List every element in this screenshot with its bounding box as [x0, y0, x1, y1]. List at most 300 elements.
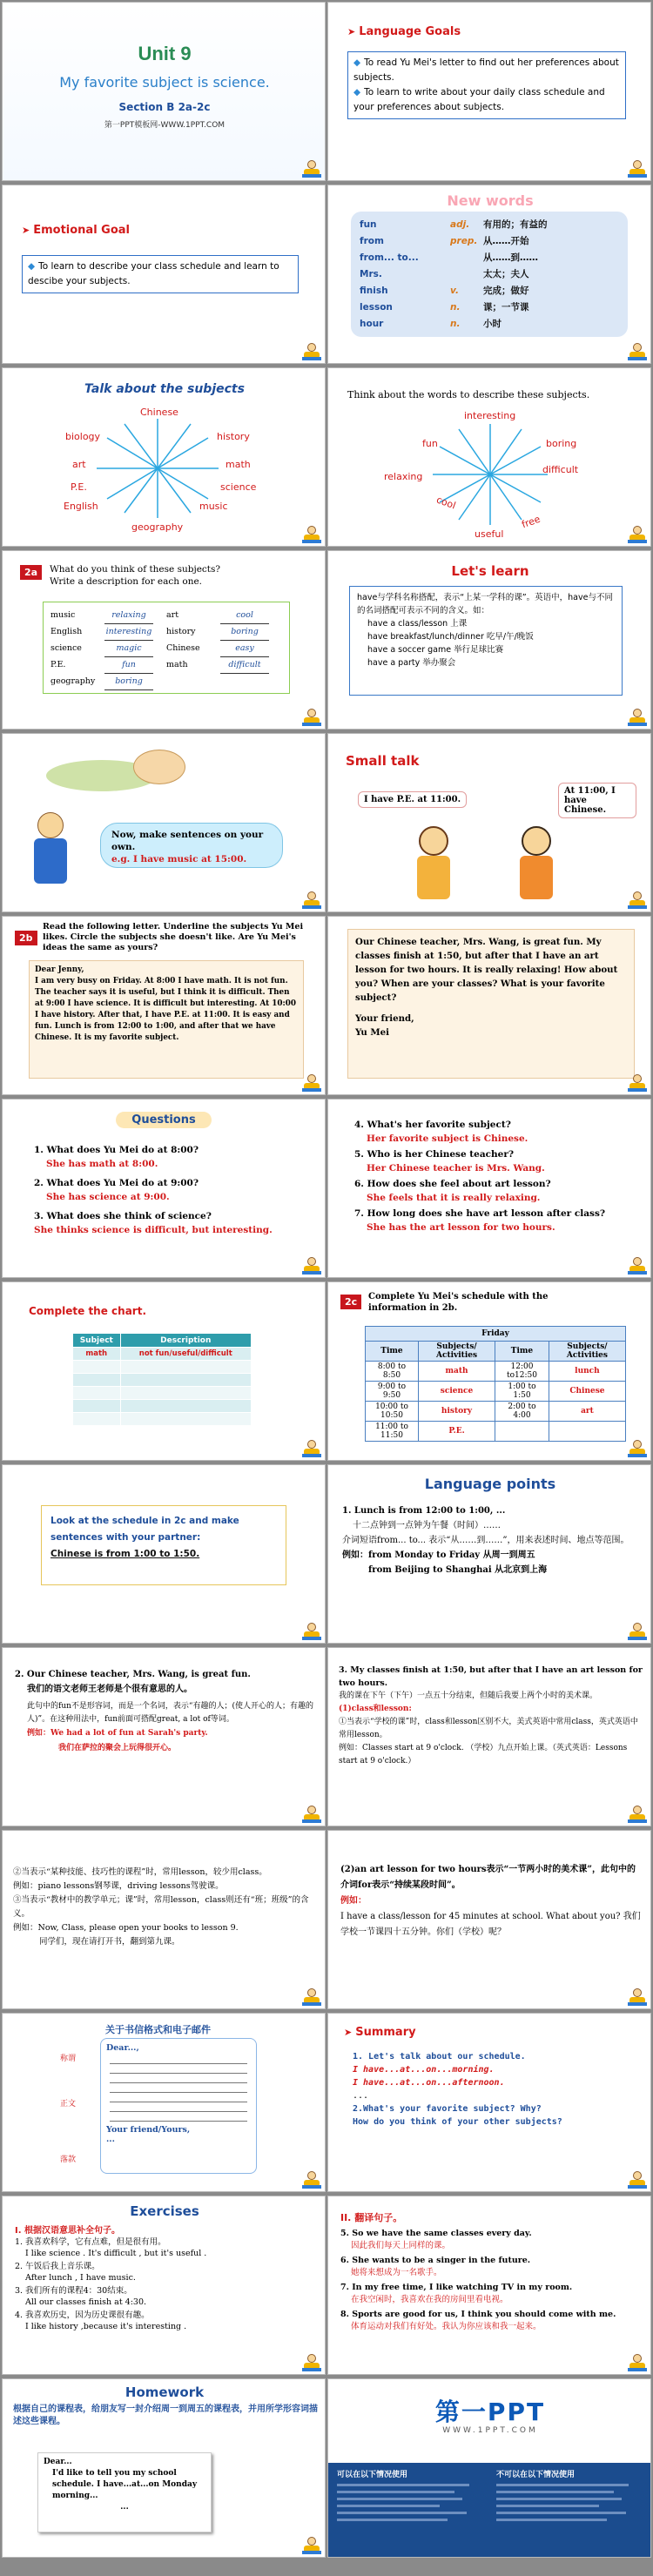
- schedule-row: [366, 1422, 626, 1442]
- schedule-cell: science: [418, 1382, 495, 1402]
- slide-pair-work[interactable]: [2, 1464, 326, 1644]
- bubble-left-text: I have P.E. at 11:00.: [364, 795, 461, 804]
- 2a-question: What do you think of these subjects?: [50, 564, 221, 575]
- 2a-subject: geography: [50, 676, 96, 686]
- slide-point-class-lesson[interactable]: [327, 1647, 651, 1826]
- homework-task: 根据自己的课程表，给朋友写一封介绍周一到周五的课程表，并用所学形容词描述这些课程。: [13, 2404, 318, 2426]
- slide-lets-learn[interactable]: [327, 550, 651, 730]
- schedule-cell: 1:00 to 1:50: [495, 1382, 549, 1402]
- bubble-right-text: At 11:00, I have Chinese.: [564, 786, 616, 815]
- question: 3. What does she think of science?: [34, 1211, 212, 1221]
- learn-example: have a soccer game 举行足球比赛: [367, 645, 504, 655]
- slide-point-fun[interactable]: [2, 1647, 326, 1826]
- brand-footer: [328, 2463, 651, 2558]
- lets-learn-box: [349, 586, 623, 696]
- kid-icon: [628, 1440, 647, 1457]
- schedule-head: Subjects/ Activities: [418, 1342, 495, 1362]
- fun-explanation: 此句中的fun不是形容词，而是一个名词，表示“有趣的人；(使人开心的人；有趣的人)”。在这种用法中，fun前面可搭配great, a lot of等词。: [27, 1702, 314, 1724]
- translate-cn: 在我空闲时，我喜欢在我的房间里看电视。: [351, 2294, 508, 2304]
- 2a-subject: music: [50, 610, 76, 620]
- translate-item: [340, 2282, 643, 2305]
- answer: She has science at 9:00.: [46, 1192, 170, 1202]
- subject-word: music: [199, 501, 228, 512]
- 2a-answer: fun: [104, 657, 153, 674]
- usage-point: ②当表示“某种技能、技巧性的课程”时，常用lesson，较少用class。: [13, 1867, 267, 1877]
- kid-icon: [628, 1623, 647, 1640]
- exercise-item: [15, 2261, 316, 2283]
- brand-col-title: 可以在以下情况使用: [337, 2471, 408, 2479]
- girl-body-icon: [417, 856, 450, 899]
- summary-title: Summary: [355, 2026, 416, 2039]
- 2a-answer: cool: [220, 608, 269, 624]
- subject-word: biology: [65, 431, 101, 442]
- subjects-star: [3, 368, 326, 547]
- translate-item: [340, 2255, 643, 2278]
- table-cell: [73, 1400, 121, 1413]
- describe-word: boring: [546, 438, 577, 449]
- answer: Her favorite subject is Chinese.: [367, 1133, 528, 1144]
- translate-en: 7. In my free time, I like watching TV in my room.: [340, 2283, 573, 2292]
- word-term: finish: [360, 286, 388, 296]
- bubble-right: [558, 783, 636, 818]
- homework-title: Homework: [125, 2384, 205, 2400]
- word-pos: n.: [450, 302, 461, 313]
- schedule-cell: 12:00 to12:50: [495, 1362, 549, 1382]
- answer: Her Chinese teacher is Mrs. Wang.: [367, 1162, 545, 1174]
- describe-word: difficult: [542, 464, 579, 475]
- section-label: Section B 2a-2c: [118, 101, 211, 113]
- schedule-cell: Chinese: [549, 1382, 625, 1402]
- kid-icon: [302, 891, 321, 909]
- schedule-head: Subjects/ Activities: [549, 1342, 625, 1362]
- summary-line: ...: [353, 2091, 369, 2101]
- question: 6. How does she feel about art lesson?: [354, 1179, 551, 1189]
- kid-icon: [628, 891, 647, 909]
- table-cell: [120, 1387, 251, 1400]
- bubble-left: [358, 791, 467, 808]
- homework-dear: Dear...: [44, 2458, 72, 2466]
- schedule-cell: 10:00 to 10:50: [366, 1402, 419, 1422]
- slide-talk-subjects[interactable]: [2, 367, 326, 547]
- qa-item: [34, 1209, 313, 1237]
- exercise-item: [15, 2285, 316, 2308]
- 2a-row: [166, 641, 282, 657]
- kid-icon: [628, 1257, 647, 1275]
- word-meaning: 有用的；有益的: [483, 219, 548, 230]
- subject-word: math: [226, 459, 251, 470]
- table-cell: not fun/useful/difficult: [120, 1348, 251, 1361]
- table-cell: [73, 1374, 121, 1387]
- lp-example: 例如：from Monday to Friday 从周一到周五: [342, 1550, 535, 1560]
- translate-item: [340, 2309, 643, 2332]
- exercise-en: All our classes finish at 4:30.: [25, 2297, 147, 2307]
- kid-icon: [628, 526, 647, 543]
- plate-illustration: [133, 750, 185, 784]
- fun-example-cn: 我们在萨拉的聚会上玩得很开心。: [58, 1744, 177, 1752]
- exercise-cn: 1. 我喜欢科学，它有点难，但是很有用。: [15, 2237, 166, 2247]
- schedule-day: Friday: [366, 1327, 626, 1342]
- subject-word: Chinese: [140, 407, 178, 418]
- table-cell: [120, 1374, 251, 1387]
- 2a-answer: boring: [104, 674, 153, 690]
- schedule-cell: P.E.: [418, 1422, 495, 1442]
- homework-letter: [37, 2452, 212, 2532]
- 2a-answer-box: [43, 602, 290, 694]
- brand-url[interactable]: WWW.1PPT.COM: [442, 2426, 538, 2435]
- slide-2b[interactable]: [2, 916, 326, 1095]
- word-pos: [450, 250, 483, 266]
- letter-body: I am very busy on Friday. At 8:00 I have math. It is not fun. The teacher says it is useful, but I think it is difficult. Then at 9:00 I have science. It is difficult but interesting. At 10:00 I have history. After that, I have P.E. at 11:00. It is easy and fun. Lunch is from 12:00 to 1:00, and after that we have Chinese. It is my favorite subject.: [35, 977, 296, 1042]
- word-pos: prep.: [450, 236, 478, 246]
- goal-item: To learn to write about your daily class schedule and your preferences about subjects.: [353, 87, 605, 112]
- 2a-answer: easy: [220, 641, 269, 657]
- fun-translation: 我们的语文老师王老师是个很有意思的人。: [27, 1685, 192, 1694]
- summary-line: 1. Let's talk about our schedule.: [353, 2052, 526, 2061]
- slide-title[interactable]: [2, 2, 326, 181]
- learn-example: have breakfast/lunch/dinner 吃早/午/晚饭: [367, 632, 534, 642]
- lp-explanation: 介词短语from... to... 表示“从……到……”，用来表述时间、地点等范围。: [342, 1536, 629, 1545]
- kid-icon: [302, 2537, 321, 2554]
- 2a-column: [166, 608, 282, 690]
- kid-icon: [302, 1440, 321, 1457]
- summary-line: 2.What's your favorite subject? Why?: [353, 2104, 542, 2114]
- learn-intro: have与学科名称搭配，表示“上某一学科的课”。英语中，have与不同的名词搭配可表示不同的含义。如：: [357, 593, 613, 615]
- 2a-row: [166, 624, 282, 641]
- 2a-column: [50, 608, 166, 690]
- slide-language-points[interactable]: [327, 1464, 651, 1644]
- talk-title: Talk about the subjects: [84, 382, 245, 396]
- schedule-row: [366, 1402, 626, 1422]
- schedule-cell: [495, 1422, 549, 1442]
- table-cell: [120, 1361, 251, 1374]
- exercise-en: I like science . It's difficult , but it's useful .: [25, 2249, 207, 2258]
- kid-icon: [302, 1257, 321, 1275]
- slide-make-sentences[interactable]: [2, 733, 326, 912]
- question: 2. What does Yu Mei do at 9:00?: [34, 1178, 199, 1188]
- diamond-icon: ◆: [353, 57, 361, 68]
- kid-icon: [628, 160, 647, 178]
- usage-example: 例如：Now, Class, please open your books to lesson 9.: [13, 1923, 239, 1933]
- word-pos: n.: [450, 319, 461, 329]
- schedule-cell: 11:00 to 11:50: [366, 1422, 419, 1442]
- class-explanation: ①当表示“学校的课”时，class和lesson区别不大，美式英语中常用class，英式英语中常用lesson。: [339, 1718, 638, 1739]
- diamond-icon: ◆: [28, 261, 36, 272]
- question: 5. Who is her Chinese teacher?: [354, 1149, 515, 1160]
- qa-item: [354, 1207, 642, 1234]
- slide-2c[interactable]: [327, 1281, 651, 1461]
- qa-item: [34, 1176, 313, 1204]
- word-term: lesson: [360, 302, 393, 313]
- goal-item: To read Yu Mei's letter to find out her preferences about subjects.: [353, 57, 619, 83]
- slide-point-lesson-usage[interactable]: [2, 1830, 326, 2009]
- badge-2b: 2b: [15, 931, 37, 945]
- for-example-label: 例如：: [340, 1896, 367, 1906]
- describe-title: Think about the words to describe these subjects.: [347, 389, 590, 400]
- word-row: [360, 299, 619, 316]
- describe-word: cool: [434, 494, 458, 512]
- emotional-goal-text: To learn to describe your class schedule and learn to descibe your subjects.: [28, 261, 279, 286]
- translate-section: II. 翻译句子。: [340, 2212, 403, 2223]
- word-row: [360, 283, 619, 299]
- format-label: 正文: [60, 2100, 77, 2109]
- site-label: 第一PPT模板网-WWW.1PPT.COM: [104, 121, 226, 130]
- word-meaning: 从……开始: [483, 236, 529, 246]
- 2a-answer: relaxing: [104, 608, 153, 624]
- word-meaning: 课；一节课: [483, 302, 529, 313]
- translate-en: 5. So we have the same classes every day.: [340, 2229, 532, 2238]
- subject-table: [72, 1333, 252, 1426]
- translate-en: 6. She wants to be a singer in the future.: [340, 2256, 531, 2265]
- describe-star: [328, 368, 651, 547]
- 2a-row: [166, 608, 282, 624]
- schedule-row: [366, 1382, 626, 1402]
- exercise-item: [15, 2236, 316, 2259]
- qa-item: [354, 1148, 642, 1175]
- fun-heading: 2. Our Chinese teacher, Mrs. Wang, is great fun.: [15, 1670, 251, 1679]
- slide-small-talk[interactable]: [327, 733, 651, 912]
- 2c-instruction: Complete Yu Mei's schedule with the information in 2b.: [368, 1292, 549, 1313]
- class-example: 例如：Classes start at 9 o'clock. （学校）九点开始上课。（英式英语：Lessons start at 9 o'clock.）: [339, 1744, 628, 1766]
- schedule-cell: math: [418, 1362, 495, 1382]
- kid-icon: [302, 1074, 321, 1092]
- triangle-icon: ➤: [347, 26, 356, 37]
- goals-box: [347, 51, 626, 119]
- triangle-icon: ➤: [22, 225, 30, 236]
- slide-describe-words[interactable]: [327, 367, 651, 547]
- lp-point: 1. Lunch is from 12:00 to 1:00, ...: [342, 1506, 506, 1516]
- chart-title: Complete the chart.: [29, 1305, 147, 1317]
- goals-title: Language Goals: [359, 25, 461, 38]
- schedule-head: Time: [366, 1342, 419, 1362]
- format-dots: ...: [106, 2135, 115, 2144]
- homework-dots: ...: [120, 2503, 129, 2512]
- usage-example-cn: 同学们，现在请打开书，翻到第九课。: [39, 1937, 180, 1947]
- kid-icon: [302, 1623, 321, 1640]
- summary-line: I have...at...on...morning.: [353, 2065, 495, 2075]
- word-meaning: 从……到……: [483, 252, 538, 263]
- emotional-title: Emotional Goal: [33, 224, 131, 237]
- 2a-answer: magic: [104, 641, 153, 657]
- exercise-en: After lunch , I have music.: [25, 2273, 136, 2283]
- 2a-answer: difficult: [220, 657, 269, 674]
- word-row: [360, 316, 619, 333]
- usage-example: 例如：piano lessons钢琴课，driving lessons驾驶课。: [13, 1881, 224, 1891]
- slide-complete-chart[interactable]: [2, 1281, 326, 1461]
- boy-body-icon: [34, 838, 67, 884]
- format-lines: [106, 2055, 251, 2122]
- slide-homework[interactable]: [2, 2378, 326, 2558]
- class-translation: 我的课在下午（下午）一点五十分结束，但随后我要上两个小时的美术课。: [339, 1692, 598, 1700]
- 2a-subject: history: [166, 627, 196, 636]
- kid-icon: [628, 709, 647, 726]
- describe-word: relaxing: [384, 471, 423, 482]
- subject-word: art: [72, 459, 86, 470]
- 2a-subject: P.E.: [50, 660, 66, 669]
- format-label: 称谓: [60, 2055, 77, 2063]
- schedule-cell: lunch: [549, 1362, 625, 1382]
- answer: She thinks science is difficult, but interesting.: [34, 1225, 273, 1235]
- questions-title: Questions: [116, 1112, 212, 1128]
- class-subheading: (1)class和lesson:: [339, 1705, 412, 1713]
- word-list: [351, 212, 628, 337]
- slide-questions[interactable]: [2, 1099, 326, 1278]
- letter-greeting: Dear Jenny,: [35, 965, 84, 974]
- for-point: (2)an art lesson for two hours表示“一节两小时的美术课”，此句中的介词for表示“持续某段时间”。: [340, 1865, 636, 1890]
- learn-example: have a class/lesson 上课: [367, 619, 468, 629]
- schedule-table: [365, 1326, 626, 1442]
- boy-head-icon: [522, 826, 551, 856]
- word-row: [360, 233, 619, 250]
- exercise-item: [15, 2310, 316, 2332]
- 2a-subject: art: [166, 610, 179, 620]
- describe-word: useful: [475, 528, 504, 540]
- word-row: [360, 266, 619, 283]
- 2a-subject: Chinese: [166, 643, 200, 653]
- describe-word: fun: [422, 438, 438, 449]
- kid-icon: [628, 2354, 647, 2371]
- slide-summary[interactable]: [327, 2013, 651, 2192]
- lets-learn-title: Let's learn: [451, 563, 529, 579]
- kid-icon: [302, 2354, 321, 2371]
- boy-head-icon: [37, 812, 64, 838]
- describe-word: free: [520, 513, 542, 531]
- translate-en: 8. Sports are good for us, I think you should come with me.: [340, 2310, 616, 2319]
- slide-translate[interactable]: [327, 2196, 651, 2375]
- 2a-row: [166, 657, 282, 674]
- badge-2c: 2c: [340, 1295, 361, 1309]
- letter-name: Yu Mei: [355, 1027, 389, 1038]
- 2a-row: [50, 624, 166, 641]
- word-pos: adj.: [450, 219, 470, 230]
- word-term: from: [360, 236, 384, 246]
- slide-exercises[interactable]: [2, 2196, 326, 2375]
- kid-icon: [302, 1806, 321, 1823]
- format-title: 关于书信格式和电子邮件: [105, 2024, 211, 2035]
- kid-icon: [302, 526, 321, 543]
- qa-item: [34, 1143, 313, 1171]
- usage-point: ③当表示“教材中的教学单元；课”时，常用lesson，class则还有“班；班级”的含义。: [13, 1895, 309, 1919]
- 2b-instruction: Read the following letter. Underline the subjects Yu Mei likes. Circle the subjects she doesn't like. Are Yu Mei's ideas the same as yours?: [43, 922, 304, 952]
- lp-translation: 十二点钟到一点钟为午餐（时间）……: [353, 1521, 501, 1530]
- word-meaning: 完成；做好: [483, 286, 529, 296]
- 2a-row: [50, 674, 166, 690]
- table-cell: [120, 1400, 251, 1413]
- question: 7. How long does she have art lesson after class?: [354, 1208, 606, 1219]
- slide-point-for[interactable]: [327, 1830, 651, 2009]
- kid-icon: [302, 160, 321, 178]
- small-talk-title: Small talk: [346, 753, 420, 769]
- triangle-icon: ➤: [344, 2027, 353, 2038]
- 2a-row: [50, 657, 166, 674]
- table-cell: math: [73, 1348, 121, 1361]
- schedule-cell: 8:00 to 8:50: [366, 1362, 419, 1382]
- brand-col-title: 不可以在以下情况使用: [496, 2471, 576, 2479]
- girl-head-icon: [419, 826, 448, 856]
- schedule-cell: [549, 1422, 625, 1442]
- slide-brand[interactable]: [327, 2378, 651, 2558]
- word-term: hour: [360, 319, 384, 329]
- bubble-example: e.g. I have music at 15:00.: [111, 854, 247, 864]
- pair-work-text: Look at the schedule in 2c and make sentences with your partner:: [50, 1516, 239, 1543]
- table-cell: [120, 1413, 251, 1426]
- table-head: Subject: [73, 1334, 121, 1348]
- subject-word: history: [217, 431, 250, 442]
- word-meaning: 太太；夫人: [483, 269, 529, 279]
- new-words-title: New words: [447, 192, 534, 209]
- 2a-row: [50, 641, 166, 657]
- format-label: 落款: [60, 2156, 77, 2164]
- summary-line: I have...at...on...afternoon.: [353, 2078, 505, 2088]
- letter-body-2: Our Chinese teacher, Mrs. Wang, is great fun. My classes finish at 1:50, but after that I have an art lesson for two hours. It is really relaxing! How about you? When are your classes? What is your favorite subject?: [355, 937, 618, 1003]
- question: 4. What's her favorite subject?: [354, 1120, 511, 1130]
- slide-new-words[interactable]: [327, 185, 651, 364]
- exercise-cn: 2. 午饭后我上音乐课。: [15, 2262, 100, 2271]
- word-pos: [450, 266, 483, 283]
- 2a-row: [50, 608, 166, 624]
- letter-box: [29, 960, 304, 1079]
- subject-word: P.E.: [71, 481, 87, 493]
- subject-word: English: [64, 501, 98, 512]
- answer: She has math at 8:00.: [46, 1159, 158, 1169]
- word-row: [360, 250, 619, 266]
- exercise-en: I like history ,because it's interesting .: [25, 2322, 187, 2331]
- schedule-head: Time: [495, 1342, 549, 1362]
- describe-word: interesting: [464, 410, 516, 421]
- exercise-cn: 4. 我喜欢历史，因为历史课很有趣。: [15, 2310, 150, 2320]
- translate-cn: 体育运动对我们有好处。我认为你应该和我一起来。: [351, 2321, 542, 2331]
- class-heading: 3. My classes finish at 1:50, but after that I have an art lesson for two hours.: [339, 1665, 643, 1688]
- schedule-row: [366, 1362, 626, 1382]
- slide-letter-format[interactable]: [2, 2013, 326, 2192]
- homework-body: I'd like to tell you my school schedule. I have...at...on Monday morning...: [52, 2469, 198, 2500]
- word-pos: v.: [450, 286, 459, 296]
- boy-body-icon: [520, 856, 553, 899]
- slide-questions-2[interactable]: [327, 1099, 651, 1278]
- kid-icon: [628, 1988, 647, 2006]
- 2a-answer: interesting: [104, 624, 153, 641]
- qa-item: [354, 1178, 642, 1205]
- kid-icon: [302, 1988, 321, 2006]
- 2a-subject: English: [50, 627, 83, 636]
- pair-work-example: Chinese is from 1:00 to 1:50.: [50, 1549, 200, 1559]
- slide-letter-cont[interactable]: [327, 916, 651, 1095]
- slide-emotional-goal[interactable]: [2, 185, 326, 364]
- lp-example: from Beijing to Shanghai 从北京到上海: [368, 1565, 548, 1575]
- pair-work-box: [41, 1505, 286, 1585]
- unit-title: Unit 9: [138, 43, 192, 64]
- word-row: [360, 217, 619, 233]
- letter-box-2: [347, 929, 635, 1079]
- letter-sign: Your friend,: [355, 1013, 414, 1024]
- kid-icon: [302, 709, 321, 726]
- 2a-subject: science: [50, 643, 82, 653]
- schedule-cell: 9:00 to 9:50: [366, 1382, 419, 1402]
- kid-icon: [628, 343, 647, 360]
- answer: She feels that it is really relaxing.: [367, 1192, 541, 1203]
- diamond-icon: ◆: [353, 87, 361, 98]
- slide-2a[interactable]: [2, 550, 326, 730]
- translate-item: [340, 2228, 643, 2251]
- slide-language-goals[interactable]: [327, 2, 651, 181]
- 2a-instruction: Write a description for each one.: [50, 576, 203, 587]
- question: 1. What does Yu Mei do at 8:00?: [34, 1145, 199, 1155]
- summary-line: How do you think of your other subjects?: [353, 2117, 562, 2127]
- speech-bubble: [100, 823, 283, 868]
- emotional-box: [22, 255, 299, 293]
- table-head: Description: [120, 1334, 251, 1348]
- exercises-title: Exercises: [130, 2203, 199, 2219]
- table-cell: [73, 1413, 121, 1426]
